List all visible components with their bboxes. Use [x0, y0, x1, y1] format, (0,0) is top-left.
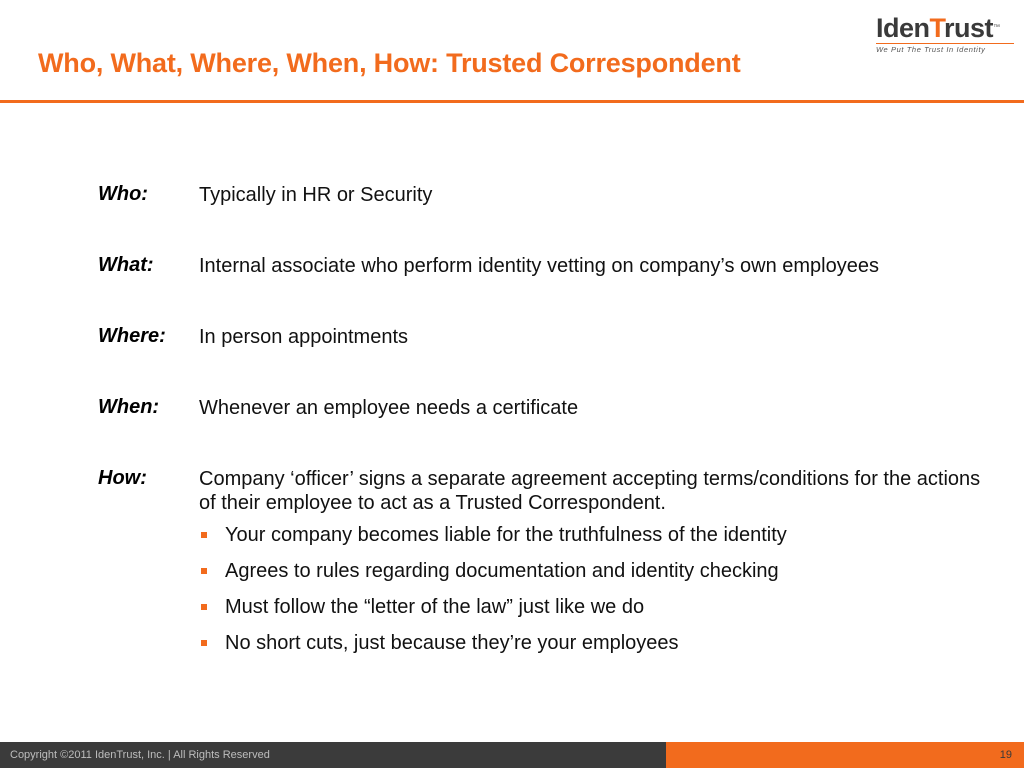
row-value: Internal associate who perform identity vetting on company’s own employees: [199, 255, 879, 277]
title-divider: [0, 100, 1024, 103]
slide-title: Who, What, Where, When, How: Trusted Correspondent: [38, 48, 741, 78]
footer-copyright: Copyright ©2011 IdenTrust, Inc. | All Rights Reserved: [10, 749, 270, 761]
list-item: [199, 559, 989, 583]
row-value: Company ‘officer’ signs a separate agreement accepting terms/conditions for the actions of their employee to act as a Trusted Correspondent.: [199, 468, 981, 514]
row-label: When:: [98, 396, 160, 418]
row-value: Whenever an employee needs a certificate: [199, 397, 579, 419]
logo-word-t: T: [929, 13, 945, 43]
square-bullet-icon: [201, 568, 207, 574]
list-item-text: Must follow the “letter of the law” just like we do: [225, 596, 645, 618]
logo-tagline: We Put The Trust In Identity: [876, 45, 986, 54]
list-item: [199, 523, 989, 547]
how-bullet-list: [199, 523, 989, 655]
list-item: [199, 631, 989, 655]
list-item: [199, 595, 989, 619]
row-label: How:: [98, 467, 147, 489]
list-item-text: No short cuts, just because they’re your employees: [225, 632, 679, 654]
row-value-block: [199, 467, 989, 667]
logo-word-prefix: Iden: [876, 13, 930, 43]
row-value: Typically in HR or Security: [199, 184, 433, 206]
row-label: What:: [98, 254, 154, 276]
row-value: In person appointments: [199, 326, 409, 348]
list-item-text: Your company becomes liable for the truthfulness of the identity: [225, 524, 787, 546]
square-bullet-icon: [201, 532, 207, 538]
logo-wordmark: [876, 14, 1016, 42]
logo-divider: [876, 43, 1014, 44]
square-bullet-icon: [201, 640, 207, 646]
footer-page-bar: [666, 742, 1024, 768]
footer-bar: [0, 742, 666, 768]
square-bullet-icon: [201, 604, 207, 610]
logo-word-suffix: rust: [944, 13, 994, 43]
identrust-logo: [876, 14, 1016, 54]
list-item-text: Agrees to rules regarding documentation and identity checking: [225, 560, 779, 582]
row-label: Where:: [98, 325, 166, 347]
page-number: 19: [999, 749, 1012, 761]
row-label: Who:: [98, 183, 148, 205]
logo-trademark: ™: [993, 24, 1000, 31]
